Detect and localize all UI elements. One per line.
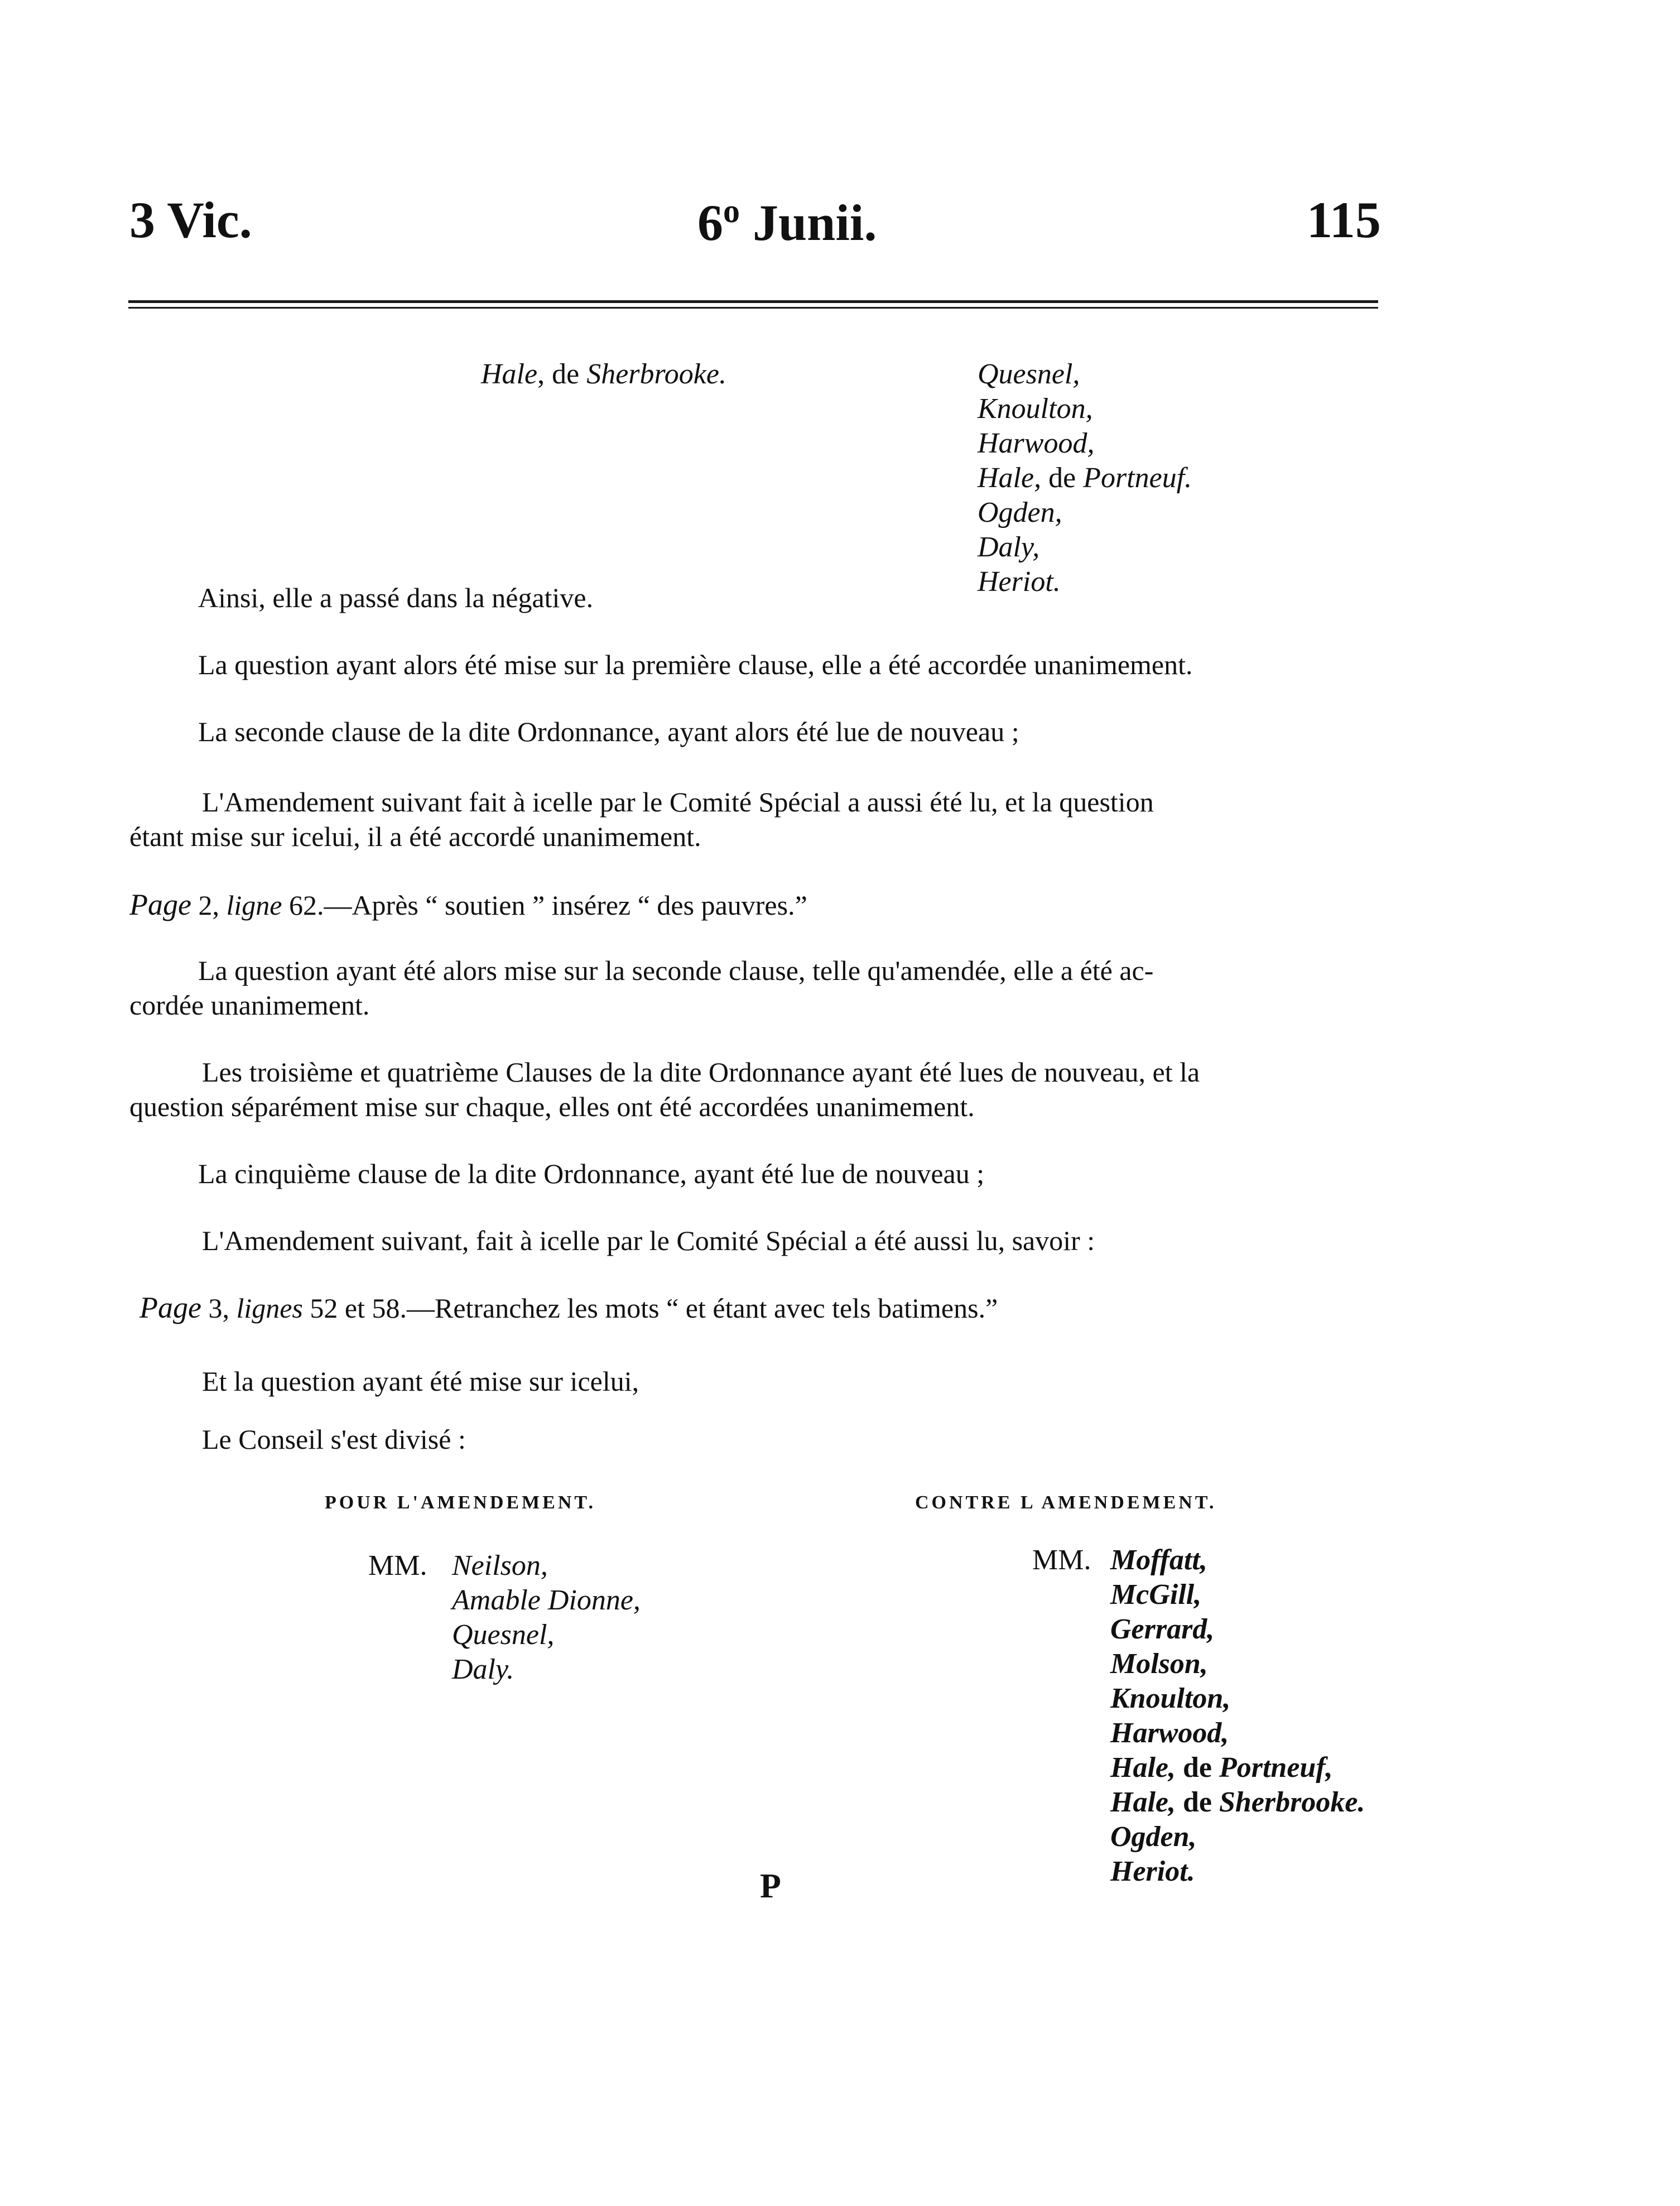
contre-name — [1110, 1751, 1365, 1785]
top-vote-name: Daly, — [978, 531, 1040, 563]
header-center-word: Junii. — [753, 194, 877, 251]
top-vote-place: Portneuf. — [1083, 462, 1192, 494]
contre-name: Knoulton, — [1110, 1683, 1231, 1714]
page-ref-number: 3, — [201, 1292, 237, 1324]
contre-surname: Hale, — [1110, 1786, 1176, 1818]
top-vote-left-de: , de — [537, 358, 587, 390]
amendment-text: 62.—Après “ soutien ” insérez “ des pauvres.” — [282, 890, 807, 921]
paragraph-first-clause: La question ayant alors été mise sur la première clause, elle a été accordée unanimement. — [198, 649, 1193, 680]
paragraph-second-clause-amended-line1: La question ayant été alors mise sur la seconde clause, telle qu'amendée, elle a été ac- — [198, 955, 1154, 986]
header-center-number: 6 — [697, 194, 723, 251]
pour-name: Amable Dionne, — [452, 1584, 641, 1616]
header-center-superscript: o — [723, 193, 740, 229]
top-vote-name: Quesnel, — [978, 358, 1080, 390]
top-vote-name: Heriot. — [978, 566, 1061, 598]
contre-name: Harwood, — [1110, 1717, 1229, 1749]
paragraph-negative: Ainsi, elle a passé dans la négative. — [198, 582, 594, 613]
top-vote-name — [978, 461, 1192, 496]
paragraph-council-divided: Le Conseil s'est divisé : — [202, 1424, 466, 1455]
top-vote-de: de — [1041, 462, 1084, 494]
pour-heading: POUR L'AMENDEMENT. — [325, 1492, 596, 1513]
contre-de: de — [1175, 1786, 1219, 1818]
top-vote-name: Knoulton, — [978, 393, 1093, 425]
contre-place: Portneuf, — [1219, 1752, 1333, 1784]
paragraph-page3-amendment — [139, 1290, 998, 1325]
line-ref-word: ligne — [226, 890, 282, 921]
signature-mark: P — [760, 1867, 781, 1905]
contre-name: Ogden, — [1110, 1821, 1197, 1853]
page-ref-word: Page — [129, 888, 191, 921]
pour-names-list — [452, 1549, 641, 1687]
header-page-number: 115 — [1307, 191, 1381, 248]
contre-surname: Hale, — [1110, 1752, 1176, 1784]
contre-name: Gerrard, — [1110, 1613, 1215, 1645]
pour-name: Daly. — [452, 1654, 514, 1685]
paragraph-fifth-amendment: L'Amendement suivant, fait à icelle par le Comité Spécial a été aussi lu, savoir : — [202, 1225, 1095, 1256]
page-ref-number: 2, — [191, 890, 227, 921]
contre-name: Molson, — [1110, 1648, 1208, 1680]
paragraph-second-clause: La seconde clause de la dite Ordonnance, ayant alors été lue de nouveau ; — [198, 716, 1019, 747]
paragraph-third-fourth-line1: Les troisième et quatrième Clauses de la dite Ordonnance ayant été lues de nouveau, et la — [202, 1056, 1200, 1088]
header-center — [697, 193, 877, 251]
top-vote-left-surname: Hale — [481, 358, 538, 390]
header-rule-top — [128, 300, 1378, 303]
contre-name — [1110, 1785, 1365, 1820]
top-vote-right-list — [978, 357, 1192, 599]
paragraph-fifth-clause: La cinquième clause de la dite Ordonnance, ayant été lue de nouveau ; — [198, 1158, 985, 1189]
page-ref-word: Page — [139, 1291, 201, 1324]
paragraph-second-clause-amended-line2: cordée unanimement. — [129, 989, 370, 1021]
line-ref-word: lignes — [236, 1292, 303, 1324]
contre-name: Heriot. — [1110, 1856, 1195, 1887]
top-vote-left-place: Sherbrooke. — [586, 358, 726, 390]
paragraph-question-put: Et la question ayant été mise sur icelui, — [202, 1366, 639, 1397]
contre-place: Sherbrooke. — [1219, 1786, 1365, 1818]
top-vote-name: Ogden, — [978, 497, 1062, 528]
contre-mm-label — [1032, 1543, 1091, 1578]
pour-mm-label — [368, 1549, 427, 1583]
paragraph-third-fourth-line2: question séparément mise sur chaque, elles ont été accordées unanimement. — [129, 1091, 975, 1122]
contre-names-list — [1110, 1543, 1365, 1889]
paragraph-page2-amendment — [129, 887, 807, 922]
contre-de: de — [1175, 1752, 1219, 1784]
mm-label: MM. — [368, 1550, 427, 1582]
header-left: 3 Vic. — [129, 191, 252, 248]
amendment-text: 52 et 58.—Retranchez les mots “ et étant avec tels batimens.” — [302, 1292, 998, 1324]
paragraph-amendment-line1: L'Amendement suivant fait à icelle par le Comité Spécial a aussi été lu, et la question — [202, 786, 1154, 818]
contre-name: Moffatt, — [1110, 1544, 1207, 1576]
paragraph-amendment-line2: étant mise sur icelui, il a été accordé unanimement. — [129, 821, 701, 852]
header-rule-bottom — [128, 307, 1378, 309]
top-vote-left-name — [481, 357, 726, 392]
contre-name: McGill, — [1110, 1579, 1202, 1611]
top-vote-name: Harwood, — [978, 427, 1095, 459]
mm-label: MM. — [1032, 1544, 1091, 1576]
contre-heading: CONTRE L AMENDEMENT. — [915, 1492, 1217, 1513]
pour-name: Neilson, — [452, 1550, 548, 1582]
top-vote-surname: Hale, — [978, 462, 1042, 494]
pour-name: Quesnel, — [452, 1619, 555, 1651]
